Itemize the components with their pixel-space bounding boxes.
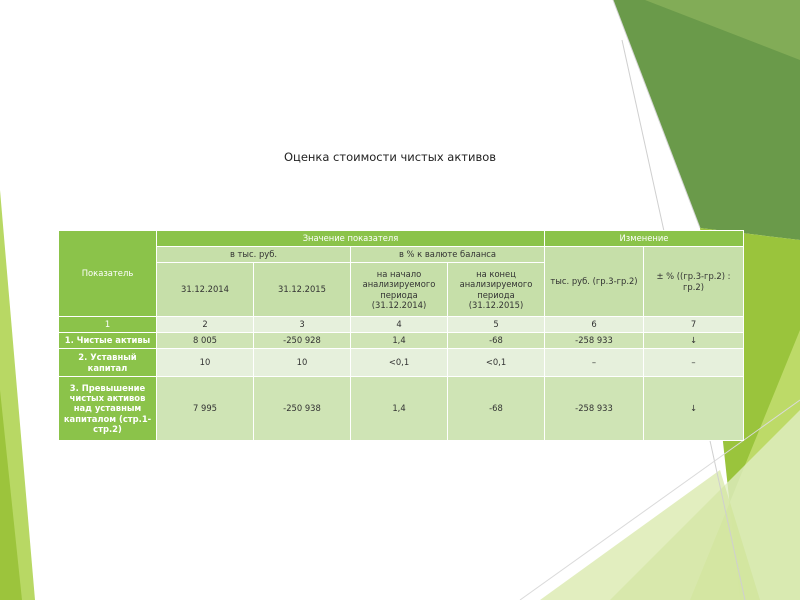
cell-value-2014: 7 995 xyxy=(157,377,254,441)
column-number: 4 xyxy=(351,317,448,333)
header-change-thousand: тыс. руб. (гр.3-гр.2) xyxy=(545,247,644,317)
cell-change-pct: ↓ xyxy=(644,377,744,441)
header-pct-start: на начало анализируемого периода (31.12.2014) xyxy=(351,263,448,317)
table-row xyxy=(59,349,744,377)
table-row xyxy=(59,377,744,441)
row-label: 2. Уставный капитал xyxy=(59,349,157,377)
column-number: 2 xyxy=(157,317,254,333)
column-number: 5 xyxy=(448,317,545,333)
header-change-group: Изменение xyxy=(545,231,744,247)
cell-value-2015: 10 xyxy=(254,349,351,377)
cell-value-2014: 8 005 xyxy=(157,333,254,349)
cell-value-2015: -250 938 xyxy=(254,377,351,441)
net-assets-table xyxy=(58,230,744,441)
header-pct-end: на конец анализируемого периода (31.12.2015) xyxy=(448,263,545,317)
cell-pct-start: 1,4 xyxy=(351,333,448,349)
cell-change-pct: – xyxy=(644,349,744,377)
cell-value-2014: 10 xyxy=(157,349,254,377)
cell-pct-start: 1,4 xyxy=(351,377,448,441)
row-label: 3. Превышение чистых активов над уставным капиталом (стр.1-стр.2) xyxy=(59,377,157,441)
column-number: 1 xyxy=(59,317,157,333)
table-row xyxy=(59,333,744,349)
header-thousand-rub: в тыс. руб. xyxy=(157,247,351,263)
cell-pct-end: -68 xyxy=(448,333,545,349)
header-date-2015: 31.12.2015 xyxy=(254,263,351,317)
header-indicator: Показатель xyxy=(59,231,157,317)
column-number: 3 xyxy=(254,317,351,333)
cell-change-pct: ↓ xyxy=(644,333,744,349)
column-number: 7 xyxy=(644,317,744,333)
row-label: 1. Чистые активы xyxy=(59,333,157,349)
column-number-row xyxy=(59,317,744,333)
column-number: 6 xyxy=(545,317,644,333)
cell-change: – xyxy=(545,349,644,377)
cell-pct-end: -68 xyxy=(448,377,545,441)
cell-pct-end: <0,1 xyxy=(448,349,545,377)
header-date-2014: 31.12.2014 xyxy=(157,263,254,317)
cell-change: -258 933 xyxy=(545,333,644,349)
cell-value-2015: -250 928 xyxy=(254,333,351,349)
header-change-pct: ± % ((гр.3-гр.2) : гр.2) xyxy=(644,247,744,317)
cell-change: -258 933 xyxy=(545,377,644,441)
slide-title: Оценка стоимости чистых активов xyxy=(283,150,497,164)
cell-pct-start: <0,1 xyxy=(351,349,448,377)
header-pct-balance: в % к валюте баланса xyxy=(351,247,545,263)
header-value-group: Значение показателя xyxy=(157,231,545,247)
